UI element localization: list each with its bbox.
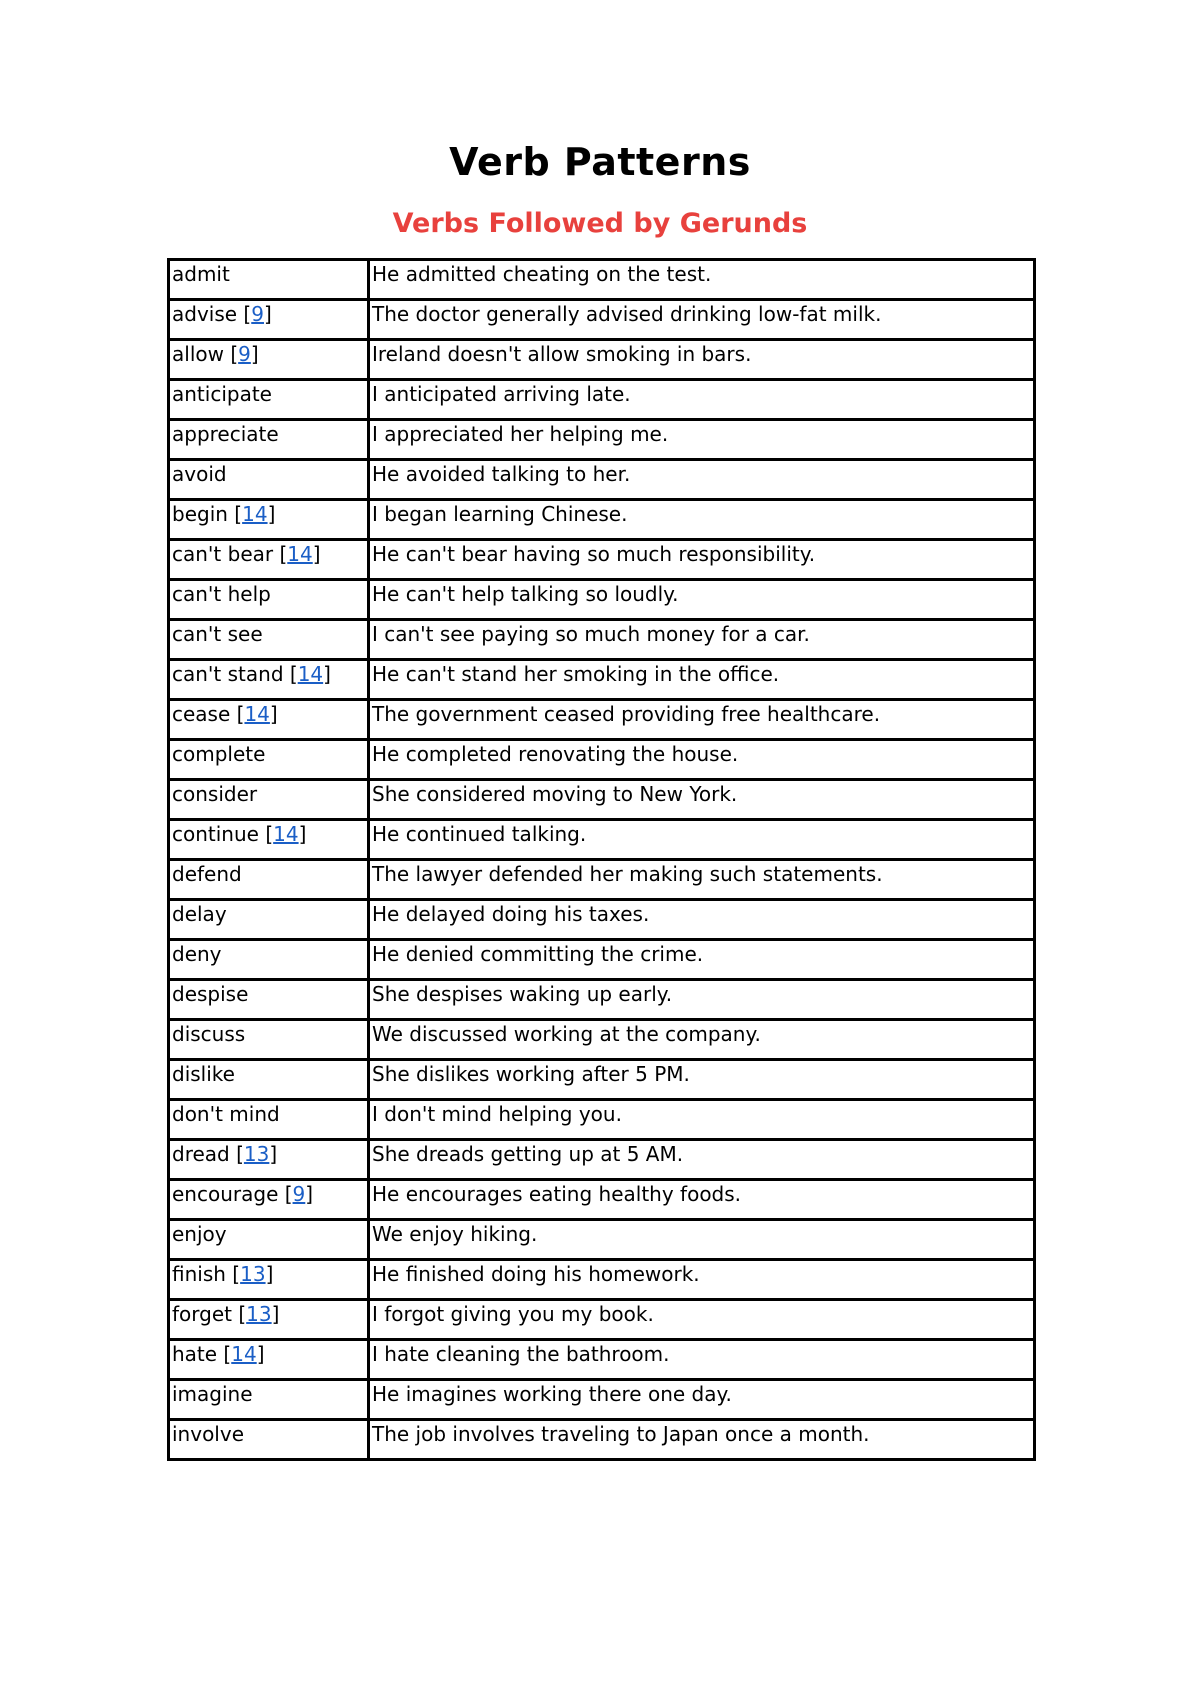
example-cell: I don't mind helping you. xyxy=(369,1100,1035,1140)
verb-cell xyxy=(169,580,369,620)
verb-cell: hate [14] xyxy=(169,1340,369,1380)
verb-text: advise xyxy=(172,302,238,326)
verb-text: avoid xyxy=(172,462,227,486)
verb-text: can't stand xyxy=(172,662,284,686)
table-row xyxy=(169,420,1035,460)
verb-text: cease xyxy=(172,702,231,726)
verb-text: involve xyxy=(172,1422,245,1446)
verb-cell xyxy=(169,900,369,940)
section-subtitle: Verbs Followed by Gerunds xyxy=(392,208,808,239)
table-row xyxy=(169,1260,1035,1300)
footnote-ref-link[interactable]: 14 xyxy=(244,702,270,726)
table-row xyxy=(169,1180,1035,1220)
table-row xyxy=(169,1340,1035,1380)
example-cell: He imagines working there one day. xyxy=(369,1380,1035,1420)
footnote-ref-link[interactable]: 13 xyxy=(240,1262,266,1286)
example-cell: We discussed working at the company. xyxy=(369,1020,1035,1060)
example-cell: I appreciated her helping me. xyxy=(369,420,1035,460)
table-row xyxy=(169,260,1035,300)
verb-text: dislike xyxy=(172,1062,235,1086)
verb-cell xyxy=(169,1380,369,1420)
example-cell: She considered moving to New York. xyxy=(369,780,1035,820)
verb-text: admit xyxy=(172,262,230,286)
verb-cell: forget [13] xyxy=(169,1300,369,1340)
table-row xyxy=(169,380,1035,420)
table-row xyxy=(169,660,1035,700)
table-row xyxy=(169,1420,1035,1460)
example-cell: I anticipated arriving late. xyxy=(369,380,1035,420)
table-row xyxy=(169,1140,1035,1180)
verb-text: deny xyxy=(172,942,222,966)
example-cell: She despises waking up early. xyxy=(369,980,1035,1020)
verb-text: hate xyxy=(172,1342,218,1366)
verb-cell xyxy=(169,1420,369,1460)
verb-text: encourage xyxy=(172,1182,279,1206)
example-cell: He continued talking. xyxy=(369,820,1035,860)
verb-cell xyxy=(169,460,369,500)
table-row xyxy=(169,500,1035,540)
verb-cell xyxy=(169,740,369,780)
example-cell: The government ceased providing free healthcare. xyxy=(369,700,1035,740)
example-cell: He denied committing the crime. xyxy=(369,940,1035,980)
example-cell: He can't bear having so much responsibility. xyxy=(369,540,1035,580)
verb-cell: encourage [9] xyxy=(169,1180,369,1220)
example-cell: We enjoy hiking. xyxy=(369,1220,1035,1260)
verb-cell xyxy=(169,980,369,1020)
verb-cell xyxy=(169,620,369,660)
table-row xyxy=(169,1220,1035,1260)
example-cell: He finished doing his homework. xyxy=(369,1260,1035,1300)
verb-cell: advise [9] xyxy=(169,300,369,340)
table-row xyxy=(169,780,1035,820)
verb-text: despise xyxy=(172,982,249,1006)
footnote-ref-link[interactable]: 14 xyxy=(273,822,299,846)
table-row xyxy=(169,540,1035,580)
example-cell: She dreads getting up at 5 AM. xyxy=(369,1140,1035,1180)
example-cell: He encourages eating healthy foods. xyxy=(369,1180,1035,1220)
footnote-ref-link[interactable]: 9 xyxy=(238,342,251,366)
verb-cell: finish [13] xyxy=(169,1260,369,1300)
verb-cell: begin [14] xyxy=(169,500,369,540)
verb-cell xyxy=(169,1020,369,1060)
table-row xyxy=(169,620,1035,660)
table-row xyxy=(169,580,1035,620)
footnote-ref-link[interactable]: 13 xyxy=(243,1142,270,1166)
verb-cell xyxy=(169,380,369,420)
verb-cell xyxy=(169,940,369,980)
verb-text: appreciate xyxy=(172,422,279,446)
example-cell: The lawyer defended her making such statements. xyxy=(369,860,1035,900)
verb-cell: dread [13] xyxy=(169,1140,369,1180)
table-row xyxy=(169,1020,1035,1060)
table-row xyxy=(169,700,1035,740)
table-row xyxy=(169,860,1035,900)
verb-text: complete xyxy=(172,742,266,766)
example-cell: I forgot giving you my book. xyxy=(369,1300,1035,1340)
example-cell: He completed renovating the house. xyxy=(369,740,1035,780)
verb-text: discuss xyxy=(172,1022,246,1046)
verb-gerund-table xyxy=(167,258,1036,1461)
table-row xyxy=(169,300,1035,340)
example-cell: The job involves traveling to Japan once a month. xyxy=(369,1420,1035,1460)
footnote-ref-link[interactable]: 14 xyxy=(287,542,313,566)
example-cell: I hate cleaning the bathroom. xyxy=(369,1340,1035,1380)
verb-text: can't help xyxy=(172,582,271,606)
verb-text: allow xyxy=(172,342,224,366)
table-row xyxy=(169,1100,1035,1140)
table-row xyxy=(169,980,1035,1020)
page-title: Verb Patterns xyxy=(449,140,751,184)
example-cell: She dislikes working after 5 PM. xyxy=(369,1060,1035,1100)
verb-text: defend xyxy=(172,862,242,886)
table-row xyxy=(169,900,1035,940)
table-row xyxy=(169,940,1035,980)
verb-text: continue xyxy=(172,822,259,846)
footnote-ref-link[interactable]: 14 xyxy=(231,1342,257,1366)
verb-cell xyxy=(169,780,369,820)
verb-text: anticipate xyxy=(172,382,272,406)
verb-text: imagine xyxy=(172,1382,253,1406)
table-row xyxy=(169,740,1035,780)
footnote-ref-link[interactable]: 9 xyxy=(251,302,264,326)
verb-cell xyxy=(169,860,369,900)
verb-text: consider xyxy=(172,782,258,806)
verb-cell xyxy=(169,260,369,300)
verb-cell xyxy=(169,420,369,460)
table-row xyxy=(169,820,1035,860)
footnote-ref-link[interactable]: 9 xyxy=(292,1182,306,1206)
footnote-ref-link[interactable]: 13 xyxy=(246,1302,272,1326)
example-cell: He can't help talking so loudly. xyxy=(369,580,1035,620)
verb-text: enjoy xyxy=(172,1222,227,1246)
verb-text: forget xyxy=(172,1302,232,1326)
example-cell: He admitted cheating on the test. xyxy=(369,260,1035,300)
example-cell: I began learning Chinese. xyxy=(369,500,1035,540)
table-row xyxy=(169,340,1035,380)
verb-text: don't mind xyxy=(172,1102,280,1126)
verb-text: begin xyxy=(172,502,228,526)
verb-text: dread xyxy=(172,1142,230,1166)
table-row xyxy=(169,460,1035,500)
footnote-ref-link[interactable]: 14 xyxy=(242,502,268,526)
verb-cell xyxy=(169,1100,369,1140)
verb-cell: allow [9] xyxy=(169,340,369,380)
verb-text: finish xyxy=(172,1262,226,1286)
verb-cell xyxy=(169,1060,369,1100)
verb-cell: can't bear [14] xyxy=(169,540,369,580)
table-row xyxy=(169,1380,1035,1420)
verb-cell: can't stand [14] xyxy=(169,660,369,700)
table-row xyxy=(169,1300,1035,1340)
example-cell: He avoided talking to her. xyxy=(369,460,1035,500)
verb-cell: continue [14] xyxy=(169,820,369,860)
verb-text: can't bear xyxy=(172,542,274,566)
verb-cell xyxy=(169,1220,369,1260)
example-cell: He delayed doing his taxes. xyxy=(369,900,1035,940)
table-row xyxy=(169,1060,1035,1100)
verb-text: can't see xyxy=(172,622,263,646)
example-cell: I can't see paying so much money for a car. xyxy=(369,620,1035,660)
example-cell: He can't stand her smoking in the office. xyxy=(369,660,1035,700)
example-cell: The doctor generally advised drinking low-fat milk. xyxy=(369,300,1035,340)
verb-text: delay xyxy=(172,902,227,926)
footnote-ref-link[interactable]: 14 xyxy=(297,662,324,686)
verb-cell: cease [14] xyxy=(169,700,369,740)
example-cell: Ireland doesn't allow smoking in bars. xyxy=(369,340,1035,380)
